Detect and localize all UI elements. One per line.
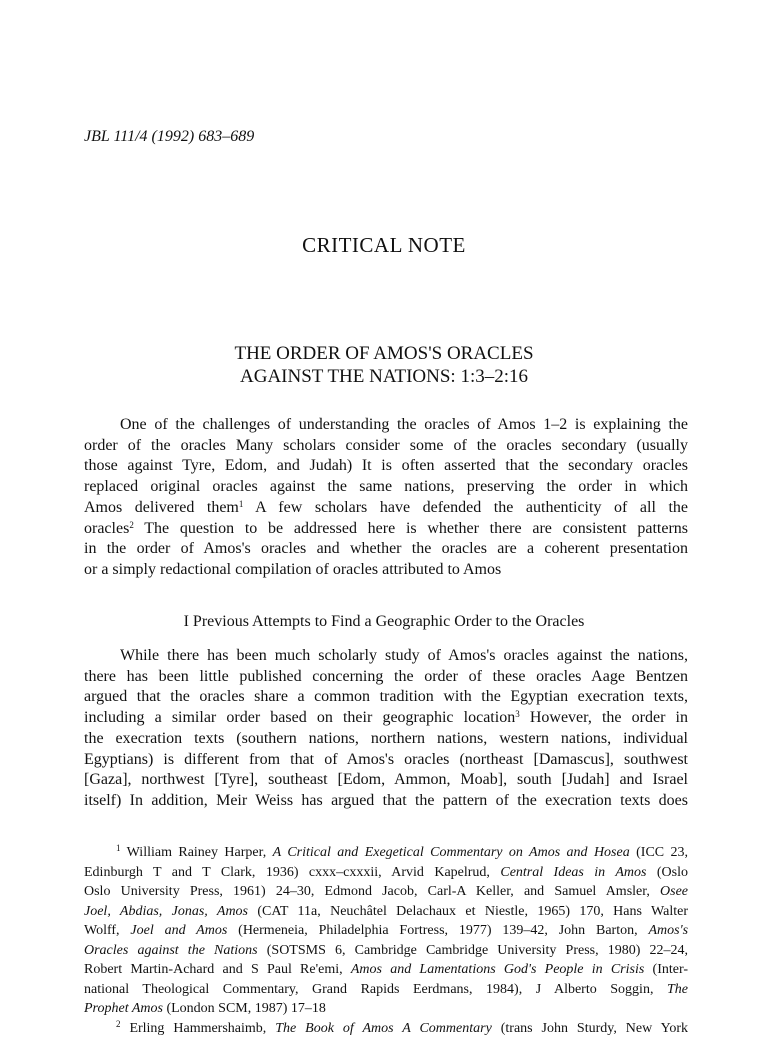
paragraph-line: oracles$^2$ The question to be addressed here is whether there are consistent patterns	[84, 519, 688, 540]
footnote-1-line: Oslo University Press, 1961) 24–30, Edmond Jacob, Carl-A Keller, and Samuel Amsler, Osee	[84, 882, 688, 902]
paragraph-line: those against Tyre, Edom, and Judah) It is often asserted that the secondary oracles	[84, 456, 688, 477]
paragraph-line: Amos delivered them$^1$ A few scholars have defended the authenticity of all the	[84, 498, 688, 519]
paragraph-line: or a simply redactional compilation of oracles attributed to Amos	[84, 560, 688, 581]
paragraph-line: One of the challenges of understanding the oracles of Amos 1–2 is explaining the	[84, 415, 688, 436]
footnote-ref-2[interactable]: 2	[129, 520, 134, 530]
paragraph-line: argued that the oracles share a common tradition with the Egyptian execration texts,	[84, 687, 688, 708]
paragraph-line: order of the oracles Many scholars consider some of the oracles secondary (usually	[84, 436, 688, 457]
paragraph-line: there has been little published concerning the order of these oracles Aage Bentzen	[84, 667, 688, 688]
article-title-line-2: AGAINST THE NATIONS: 1:3–2:16	[0, 365, 768, 388]
footnote-1-line: Wolff, Joel and Amos (Hermeneia, Philadelphia Fortress, 1977) 139–42, John Barton, Amos's	[84, 921, 688, 941]
note-heading: CRITICAL NOTE	[0, 233, 768, 258]
paragraph-intro	[84, 415, 688, 581]
journal-citation: JBL 111/4 (1992) 683–689	[84, 128, 254, 146]
footnote-2-line: $^2$ Erling Hammershaimb, The Book of Amos A Commentary (trans John Sturdy, New York	[84, 1019, 688, 1038]
footnote-1-line: national Theological Commentary, Grand Rapids Eerdmans, 1984), J Alberto Soggin, The	[84, 980, 688, 1000]
paragraph-line: in the order of Amos's oracles and whether the oracles are a coherent presentation	[84, 539, 688, 560]
footnote-1-line: Oracles against the Nations (SOTSMS 6, Cambridge Cambridge University Press, 1980) 22–24,	[84, 941, 688, 961]
article-title-line-1: THE ORDER OF AMOS'S ORACLES	[0, 342, 768, 365]
footnote-1-line: Robert Martin-Achard and S Paul Re'emi, Amos and Lamentations God's People in Crisis (Inter-	[84, 960, 688, 980]
paragraph-line: itself) In addition, Meir Weiss has argued that the pattern of the execration texts does	[84, 791, 688, 812]
footnote-1-line: $^1$ William Rainey Harper, A Critical and Exegetical Commentary on Amos and Hosea (ICC 23,	[84, 843, 688, 863]
paragraph-line: [Gaza], northwest [Tyre], southeast [Edom, Ammon, Moab], south [Judah] and Israel	[84, 770, 688, 791]
footnote-1-line: Edinburgh T and T Clark, 1936) cxxx–cxxxii, Arvid Kapelrud, Central Ideas in Amos (Oslo	[84, 863, 688, 883]
footnotes	[84, 843, 688, 1038]
paragraph-previous-attempts	[84, 646, 688, 812]
footnote-1-line: Joel, Abdias, Jonas, Amos (CAT 11a, Neuchâtel Delachaux et Niestle, 1965) 170, Hans Walter	[84, 902, 688, 922]
section-heading: I Previous Attempts to Find a Geographic Order to the Oracles	[0, 613, 768, 631]
paragraph-line: Egyptians) is different from that of Amos's oracles (northeast [Damascus], southwest	[84, 750, 688, 771]
footnote-ref-1[interactable]: 1	[239, 499, 244, 509]
paragraph-line: replaced original oracles against the same nations, preserving the order in which	[84, 477, 688, 498]
paragraph-line: While there has been much scholarly study of Amos's oracles against the nations,	[84, 646, 688, 667]
paragraph-line: the execration texts (southern nations, northern nations, western nations, individual	[84, 729, 688, 750]
footnote-2-number: 2	[116, 1019, 121, 1029]
footnote-1-line: Prophet Amos (London SCM, 1987) 17–18	[84, 999, 688, 1019]
footnote-ref-3[interactable]: 3	[515, 709, 520, 719]
paragraph-line: including a similar order based on their geographic location$^3$ However, the order in	[84, 708, 688, 729]
article-title	[0, 342, 768, 388]
footnote-1-number: 1	[116, 843, 121, 853]
